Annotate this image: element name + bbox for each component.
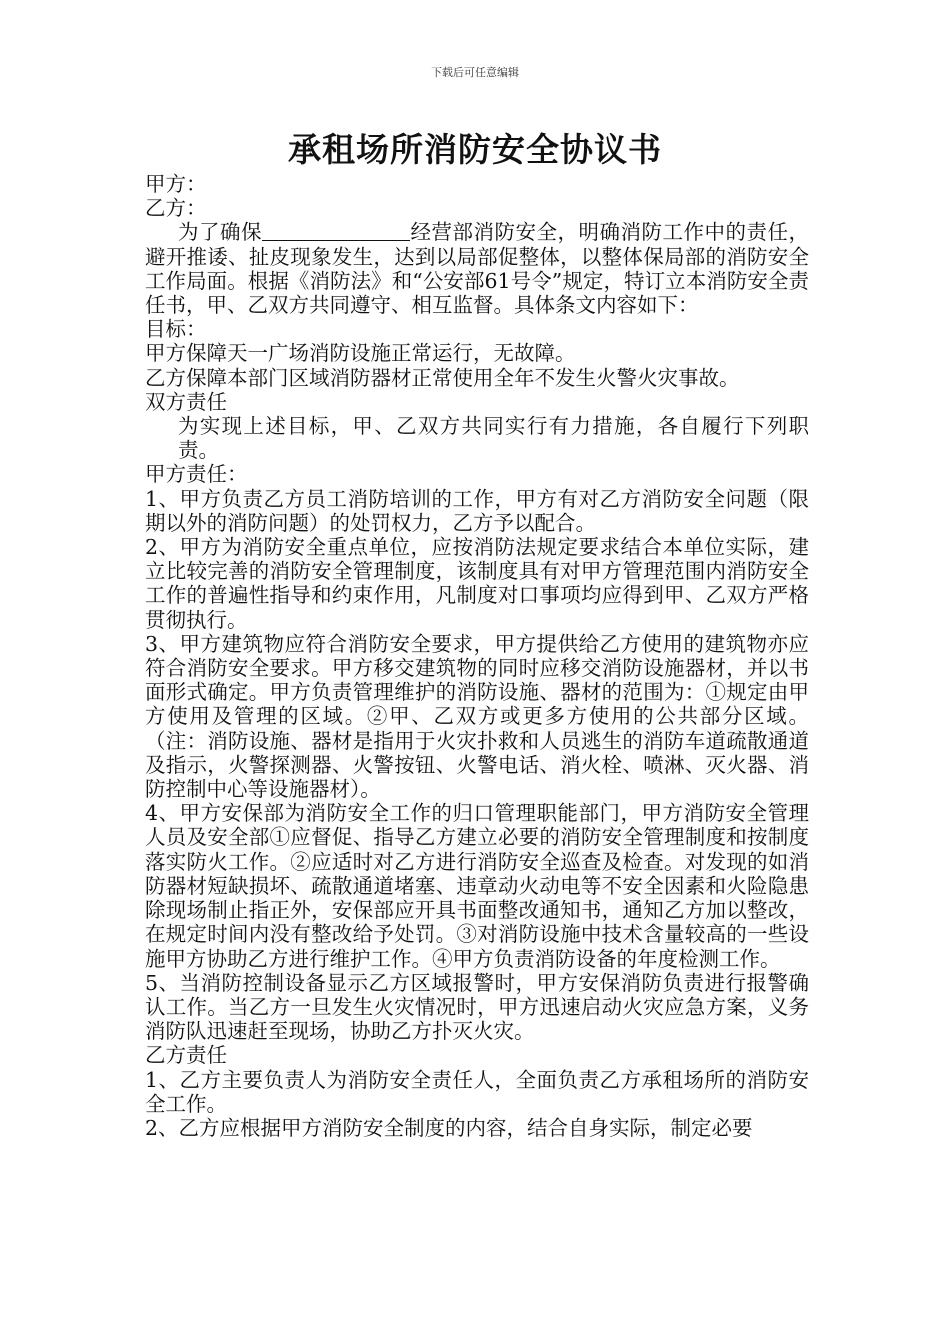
party-a-item: 3、甲方建筑物应符合消防安全要求，甲方提供给乙方使用的建筑物亦应符合消防安全要求。甲方移交建筑物的同时应移交消防设施器材，并以书面形式确定。甲方负责管理维护的消防设施、器材的范围为：①规定由甲方使用及管理的区域。②甲、乙双方或更多方使用的公共部分区域。（注：消防设施、器材是指用于火灾扑救和人员逃生的消防车道疏散通道及指示，火警探测器、火警按钮、火警电话、消火栓、喷淋、灭火器、消防控制中心等设施器材）。 [145,631,809,802]
document-title: 承租场所消防安全协议书 [288,130,662,169]
mutual-text: 为实现上述目标，甲、乙双方共同实行有力措施，各自履行下列职责。 [178,414,809,463]
party-b-item: 2、乙方应根据甲方消防安全制度的内容，结合自身实际，制定必要 [145,1115,753,1140]
goal-a: 甲方保障天一广场消防设施正常运行，无故障。 [145,341,576,366]
party-a-item: 1、甲方负责乙方员工消防培训的工作，甲方有对乙方消防安全问题（限期以外的消防问题）的处罚权力，乙方予以配合。 [145,486,809,535]
blank-underline [262,220,410,241]
party-a-item: 5、当消防控制设备显示乙方区域报警时，甲方安保消防负责进行报警确认工作。当乙方一旦发生火灾情况时，甲方迅速启动火灾应急方案，义务消防队迅速赶至现场，协助乙方扑灭火灾。 [145,970,809,1044]
goal-b: 乙方保障本部门区域消防器材正常使用全年不发生火警火灾事故。 [145,365,740,390]
party-a-line: 甲方： [145,172,207,196]
party-b-item: 1、乙方主要负责人为消防安全责任人，全面负责乙方承租场所的消防安全工作。 [145,1067,809,1116]
party-a-item: 2、甲方为消防安全重点单位，应按消防法规定要求结合本单位实际，建立比较完善的消防安全管理制度，该制度具有对甲方管理范围内消防安全工作的普遍性指导和约束作用，凡制度对口事项均应得到甲、乙双方严格贯彻执行。 [145,535,809,632]
party-a-item: 4、甲方安保部为消防安全工作的归口管理职能部门，甲方消防安全管理人员及安全部①应督促、指导乙方建立必要的消防安全管理制度和按制度落实防火工作。②应适时对乙方进行消防安全巡查及检查。对发现的如消防器材短缺损坏、疏散通道堵塞、违章动火动电等不安全因素和火险隐患除现场制止指正外，安保部应开具书面整改通知书，通知乙方加以整改，在规定时间内没有整改给予处罚。③对消防设施中技术含量较高的一些设施甲方协助乙方进行维护工作。④甲方负责消防设备的年度检测工作。 [145,801,809,971]
intro-after-blank: 经营部消防安全，明确消防工作中的责任，避开推诿、扯皮现象发生，达到以局部促整体，以整体保局部的消防安全工作局面。根据《消防法》和“公安部61号令”规定，特订立本消防安全责任书，甲、乙双方共同遵守、相互监督。具体条文内容如下： [145,220,809,318]
party-b-duties-heading: 乙方责任 [145,1043,227,1068]
header-note: 下载后可任意编辑 [431,66,519,79]
goal-heading: 目标： [145,317,207,342]
party-a-duties-heading: 甲方责任： [145,462,248,487]
mutual-heading: 双方责任 [145,389,227,414]
intro-before-blank: 为了确保 [178,220,262,245]
intro-paragraph [145,220,809,317]
document-body [145,172,809,1140]
party-b-line: 乙方： [145,196,207,221]
